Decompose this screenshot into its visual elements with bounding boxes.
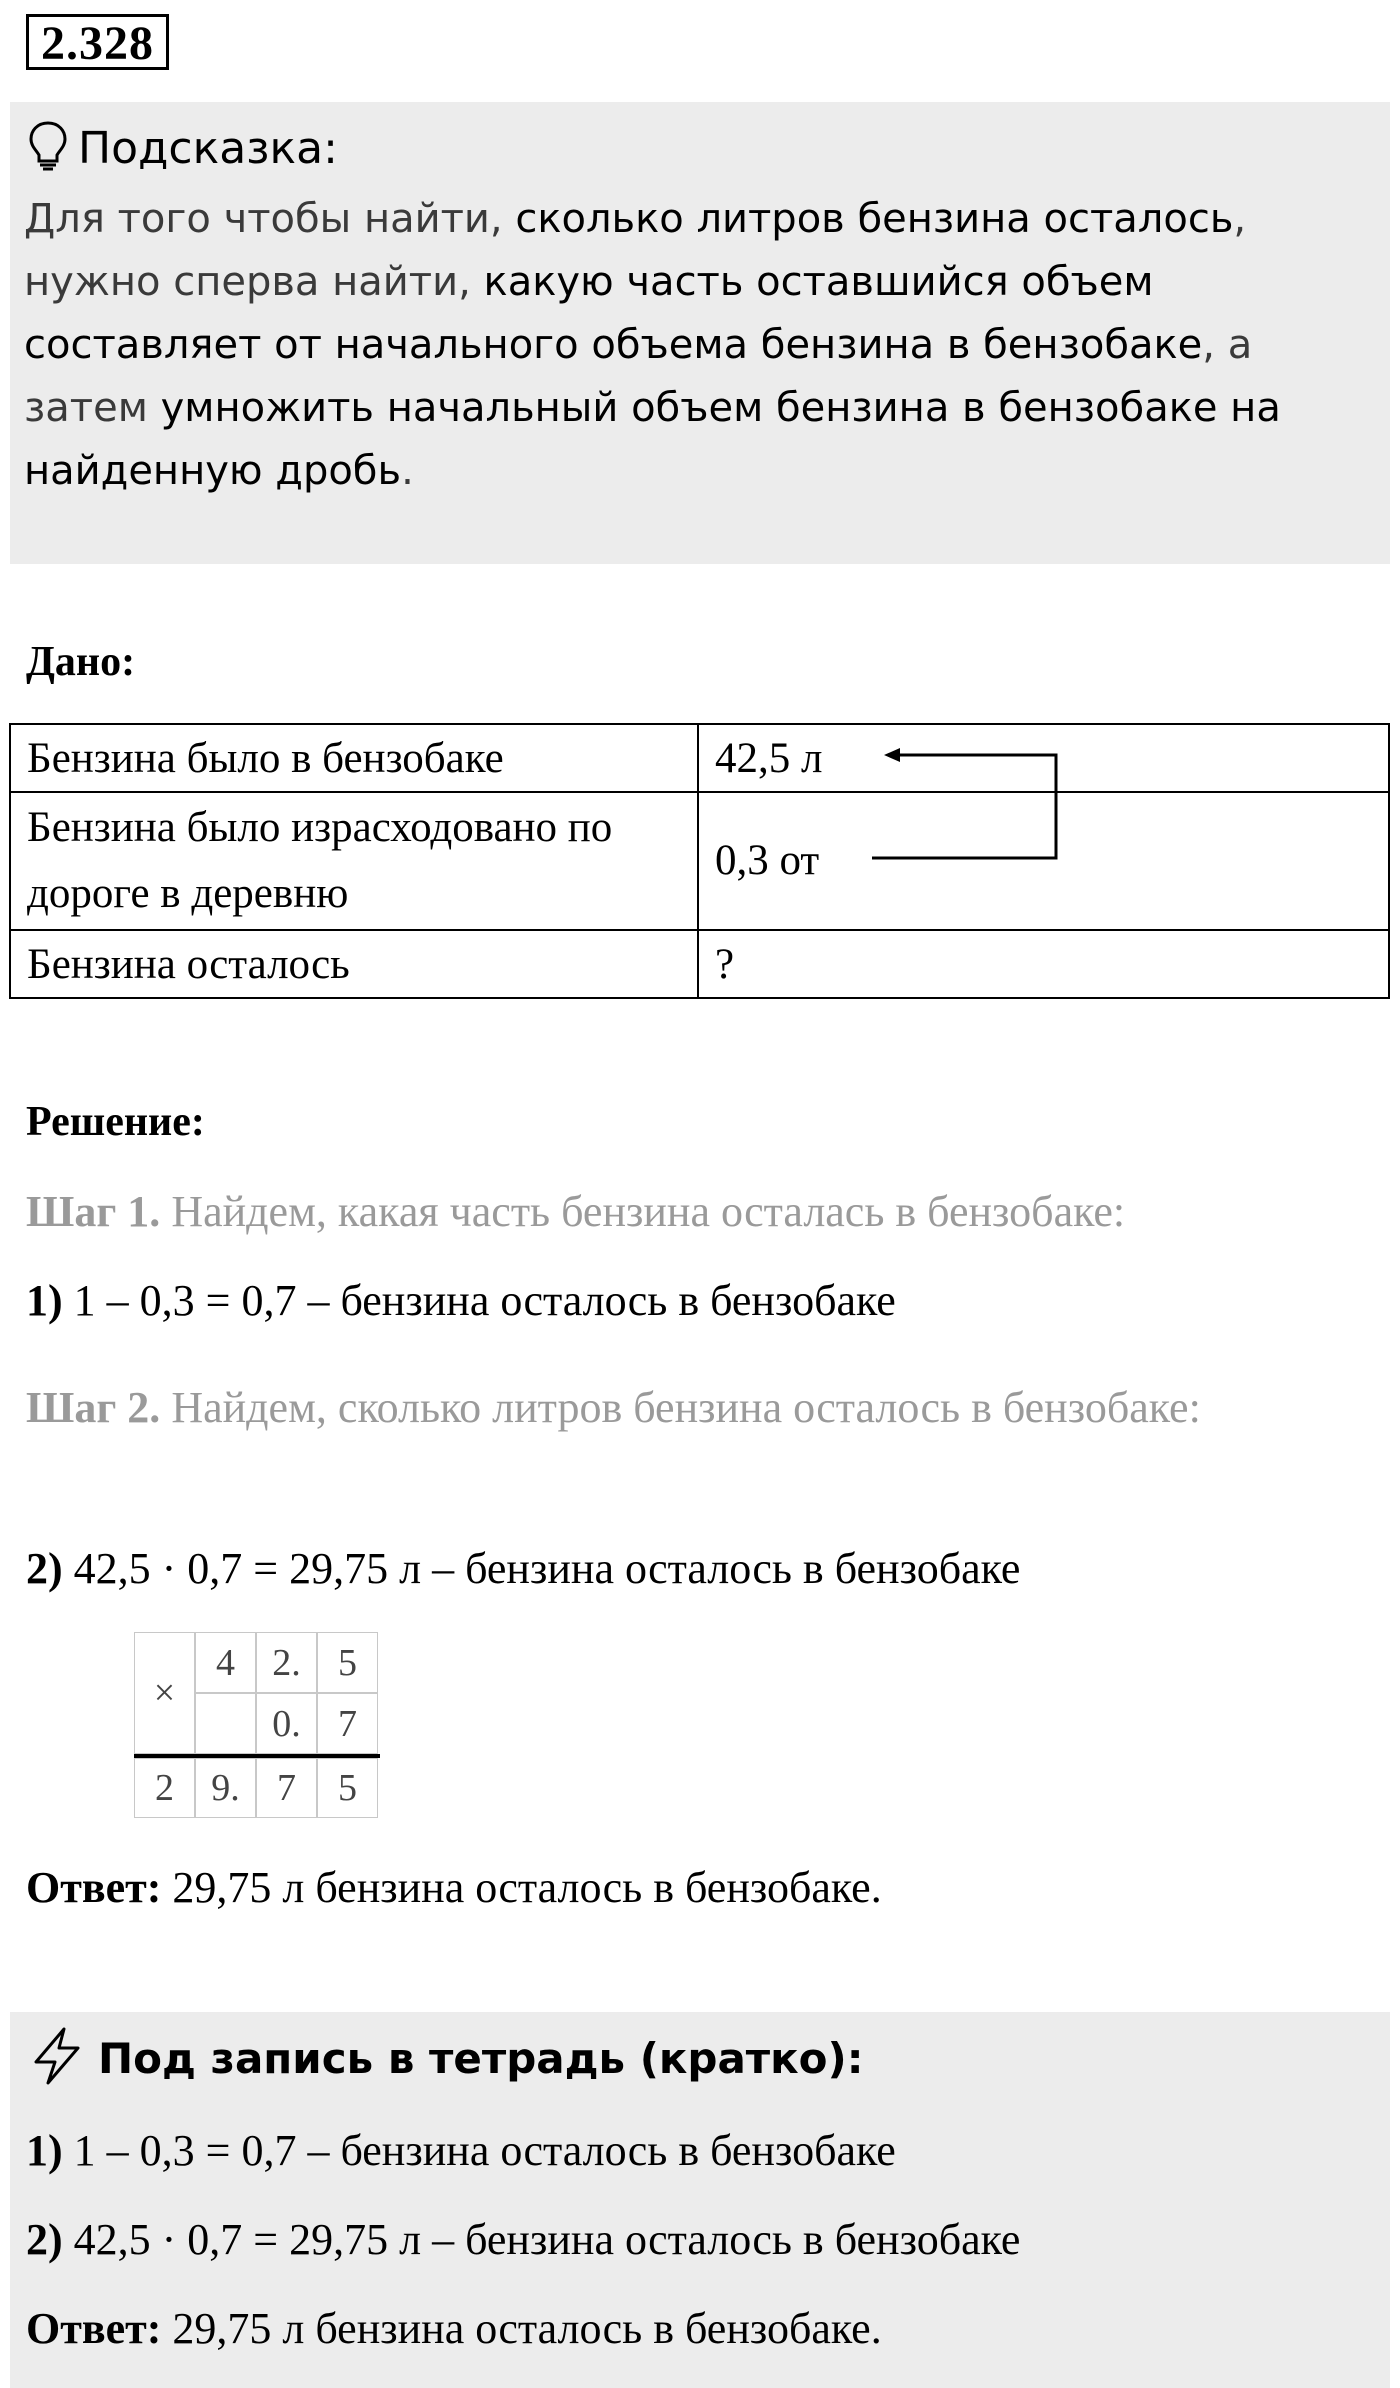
digit-cell: 5: [317, 1758, 378, 1818]
digit-cell: 4: [195, 1632, 256, 1693]
table-row: [10, 792, 1389, 930]
calc-number: 2): [26, 2215, 63, 2264]
answer-text: 29,75 л бензина осталось в бензобаке.: [172, 1863, 882, 1912]
calc-line-2: [26, 1543, 1020, 1594]
reference-arrow: [860, 730, 1080, 870]
hint-title: Подсказка:: [78, 122, 338, 174]
hint-segment: Для того чтобы найти,: [24, 196, 516, 242]
step-2: [26, 1364, 1226, 1452]
solution-label: Решение:: [26, 1099, 205, 1145]
table-row: [10, 930, 1389, 998]
lightning-icon: [28, 2026, 86, 2090]
calc-number: 2): [26, 1544, 63, 1593]
given-table: [9, 723, 1390, 999]
table-row: [10, 724, 1389, 792]
given-name-cell: Бензина было израсходовано по дороге в деревню: [10, 792, 698, 930]
step-text: Найдем, какая часть бензина осталась в бензобаке:: [171, 1187, 1126, 1236]
given-label: Дано:: [26, 639, 136, 685]
digit-cell: 5: [317, 1632, 378, 1693]
step-label: Шаг 2.: [26, 1383, 161, 1432]
notes-answer-line: [26, 2303, 882, 2354]
lightbulb-icon: [28, 120, 68, 176]
problem-number: 2.328: [26, 14, 169, 70]
answer-label: Ответ:: [26, 2304, 162, 2353]
notes-title: Под запись в тетрадь (кратко):: [98, 2033, 864, 2083]
notes-calc-line-2: [26, 2214, 1020, 2265]
digit-cell: [195, 1693, 256, 1754]
digit-cell: 2: [134, 1758, 195, 1818]
multiply-sign: ×: [134, 1632, 195, 1754]
digit-cell: 2.: [256, 1632, 317, 1693]
step-text: Найдем, сколько литров бензина осталось в бензобаке:: [171, 1383, 1201, 1432]
step-1: [26, 1186, 1125, 1237]
given-value-cell: ?: [698, 930, 1389, 998]
hint-segment: , нужно сперва найти,: [24, 196, 1247, 305]
digit-cell: 7: [256, 1758, 317, 1818]
given-value-cell: 42,5 л: [698, 724, 1389, 792]
given-value-cell: 0,3 от: [698, 792, 1389, 930]
hint-segment: .: [401, 448, 414, 494]
calc-text: 1 – 0,3 = 0,7 – бензина осталось в бензобаке: [73, 1276, 896, 1325]
hint-text: [24, 188, 1374, 503]
calc-number: 1): [26, 1276, 63, 1325]
step-label: Шаг 1.: [26, 1187, 161, 1236]
calc-text: 42,5 · 0,7 = 29,75 л – бензина осталось в бензобаке: [73, 2215, 1021, 2264]
calc-text: 1 – 0,3 = 0,7 – бензина осталось в бензобаке: [73, 2126, 896, 2175]
hint-segment: умножить начальный объем бензина в бензобаке на найденную дробь: [24, 385, 1281, 494]
given-name-cell: Бензина было в бензобаке: [10, 724, 698, 792]
calc-text: 42,5 · 0,7 = 29,75 л – бензина осталось в бензобаке: [73, 1544, 1021, 1593]
column-multiplication: [134, 1632, 380, 1818]
digit-cell: 0.: [256, 1693, 317, 1754]
digit-cell: 9.: [195, 1758, 256, 1818]
hint-segment: какую часть оставшийся объем составляет от начального объема бензина в бензобаке: [24, 259, 1203, 368]
digit-cell: 7: [317, 1693, 378, 1754]
answer-text: 29,75 л бензина осталось в бензобаке.: [172, 2304, 882, 2353]
hint-segment: , а затем: [24, 322, 1253, 431]
answer-label: Ответ:: [26, 1863, 162, 1912]
notes-header: [28, 2026, 864, 2090]
given-name-cell: Бензина осталось: [10, 930, 698, 998]
answer-line: [26, 1862, 882, 1913]
calc-line-1: [26, 1275, 896, 1326]
hint-segment: сколько литров бензина осталось: [515, 196, 1234, 242]
notes-calc-line-1: [26, 2125, 896, 2176]
calc-number: 1): [26, 2126, 63, 2175]
hint-header: [28, 118, 338, 178]
